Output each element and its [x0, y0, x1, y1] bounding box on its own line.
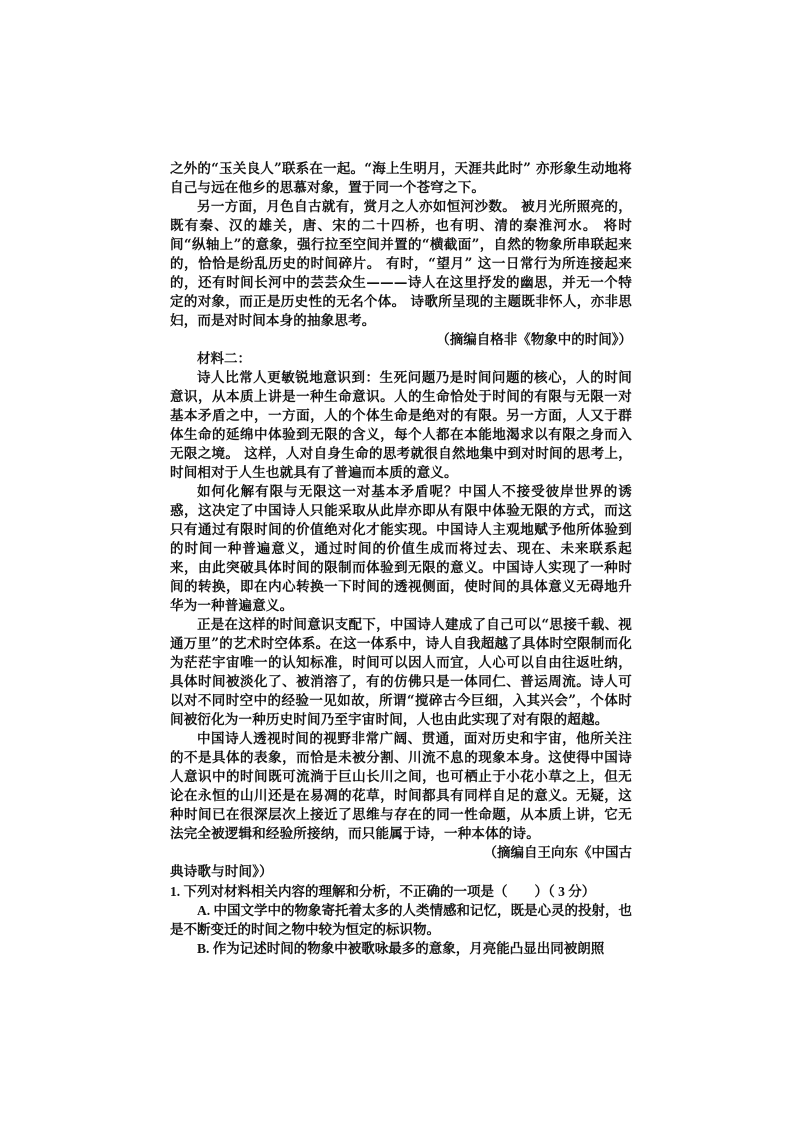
- passage-paragraph: 另一方面，月色自古就有，赏月之人亦如恒河沙数。 被月光所照亮的，既有秦、汉的雄关，唐、宋的二十四桥，也有明、清的秦淮河水。 将时间“纵轴上”的意象，强行拉至空间并置的“横截面”，自然的物象所串联起来的，恰恰是纷乱历史的时间碎片。 有时，“望月” 这一日常行为所连接起来的，还有时间长河中的芸芸众生———诗人在这里抒发的幽思，并无一个特定的对象，而正是历史性的无名个体。 诗歌所呈现的主题既非怀人，亦非思妇，而是对时间本身的抽象思考。: [170, 199, 632, 329]
- material-heading: 材料二：: [197, 351, 251, 367]
- question-stem: 1. 下列对材料相关内容的理解和分析，不正确的一项是（ ）（ 3 分）: [170, 884, 596, 899]
- option-a: A. 中国文学中的物象寄托着太多的人类情感和记忆，既是心灵的投射，也是不断变迁的时间之物中较为恒定的标识物。: [170, 903, 632, 937]
- source-citation-continued: 典诗歌与时间》）: [170, 864, 273, 880]
- source-citation: （摘编自格非《物象中的时间》）: [436, 332, 632, 348]
- passage-paragraph: 如何化解有限与无限这一对基本矛盾呢？中国人不接受彼岸世界的诱惑，这决定了中国诗人只能采取从此岸亦即从有限中体验无限的方式，而这只有通过有限时间的价值绝对化才能实现。中国诗人主观地赋予他所体验到的时间一种普遍意义，通过时间的价值生成而将过去、现在、未来联系起来，由此突破具体时间的限制而体验到无限的意义。中国诗人实现了一种时间的转换，即在内心转换一下时间的透视侧面，使时间的具体意义无碍地升华为一种普遍意义。: [170, 484, 632, 614]
- passage-paragraph: 之外的“玉关良人”联系在一起。“海上生明月，天涯共此时” 亦形象生动地将自己与远在他乡的思慕对象，置于同一个苍穹之下。: [170, 161, 632, 196]
- source-citation: （摘编自王向东《中国古: [483, 845, 632, 861]
- passage-paragraph: 中国诗人透视时间的视野非常广阔、贯通，面对历史和宇宙，他所关注的不是具体的表象，而恰是未被分割、川流不息的现象本身。这使得中国诗人意识中的时间既可流淌于巨山长川之间，也可栖止于小花小草之上，但无论在永恒的山川还是在易凋的花草，时间都具有同样自足的意义。无疑，这种时间已在很深层次上接近了思维与存在的同一性命题，从本质上讲，它无法完全被逻辑和经验所接纳，而只能属于诗，一种本体的诗。: [170, 731, 632, 842]
- passage-paragraph: 诗人比常人更敏锐地意识到：生死问题乃是时间问题的核心，人的时间意识，从本质上讲是一种生命意识。人的生命恰处于时间的有限与无限一对基本矛盾之中，一方面，人的个体生命是绝对的有限。另一方面，人又于群体生命的延绵中体验到无限的含义，每个人都在本能地渴求以有限之身而入无限之境。 这样，人对自身生命的思考就很自然地集中到对时间的思考上，时间相对于人生也就具有了普遍而本质的意义。: [170, 370, 632, 481]
- option-b: B. 作为记述时间的物象中被歌咏最多的意象，月亮能凸显出同被朗照: [197, 941, 605, 956]
- document-page: [170, 160, 632, 958]
- passage-paragraph: 正是在这样的时间意识支配下，中国诗人建成了自己可以“思接千载、视通万里”的艺术时空体系。在这一体系中，诗人自我超越了具体时空限制而化为茫茫宇宙唯一的认知标准，时间可以因人而宜，人心可以自由往返吐纳，具体时间被淡化了、被消溶了，有的仿佛只是一体同仁、普运周流。诗人可以对不同时空中的经验一见如故，所谓“搅碎古今巨细，入其兴会”，个体时间被衍化为一种历史时间乃至宇宙时间，人也由此实现了对有限的超越。: [170, 617, 632, 728]
